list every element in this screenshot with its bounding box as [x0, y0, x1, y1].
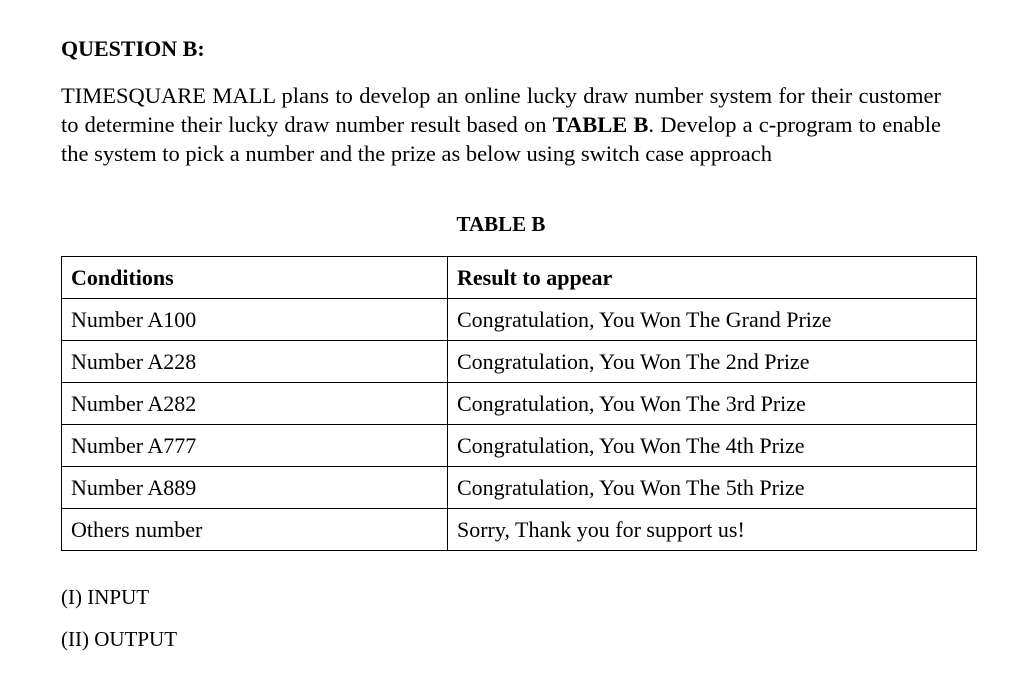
condition-cell: Number A889 [62, 467, 448, 509]
table-row [62, 383, 977, 425]
question-paragraph [61, 81, 941, 168]
result-cell: Congratulation, You Won The 2nd Prize [448, 341, 977, 383]
condition-cell: Number A777 [62, 425, 448, 467]
result-cell: Congratulation, You Won The 4th Prize [448, 425, 977, 467]
condition-cell: Number A282 [62, 383, 448, 425]
table-row [62, 299, 977, 341]
question-heading: QUESTION B: [61, 36, 205, 61]
results-table [61, 256, 977, 551]
table-caption: TABLE B [456, 212, 546, 236]
header-result: Result to appear [448, 257, 977, 299]
paragraph-text-end: . Develop a c-program to enable the system to pick a number and the prize as below using switch case approach [61, 112, 942, 166]
table-row [62, 509, 977, 551]
paragraph-table-reference: TABLE B [552, 112, 649, 137]
item-input: (I) INPUT [61, 585, 150, 609]
result-cell: Congratulation, You Won The 3rd Prize [448, 383, 977, 425]
condition-cell: Number A100 [62, 299, 448, 341]
table-row [62, 341, 977, 383]
table-header-row [62, 257, 977, 299]
paragraph-text-start: TIMESQUARE MALL plans to develop an online lucky draw number system for their customer to determine their lucky draw number result based on [61, 83, 941, 137]
header-conditions: Conditions [62, 257, 448, 299]
item-output: (II) OUTPUT [61, 627, 178, 651]
result-cell: Congratulation, You Won The 5th Prize [448, 467, 977, 509]
table-row [62, 425, 977, 467]
result-cell: Congratulation, You Won The Grand Prize [448, 299, 977, 341]
condition-cell: Others number [62, 509, 448, 551]
condition-cell: Number A228 [62, 341, 448, 383]
table-row [62, 467, 977, 509]
result-cell: Sorry, Thank you for support us! [448, 509, 977, 551]
